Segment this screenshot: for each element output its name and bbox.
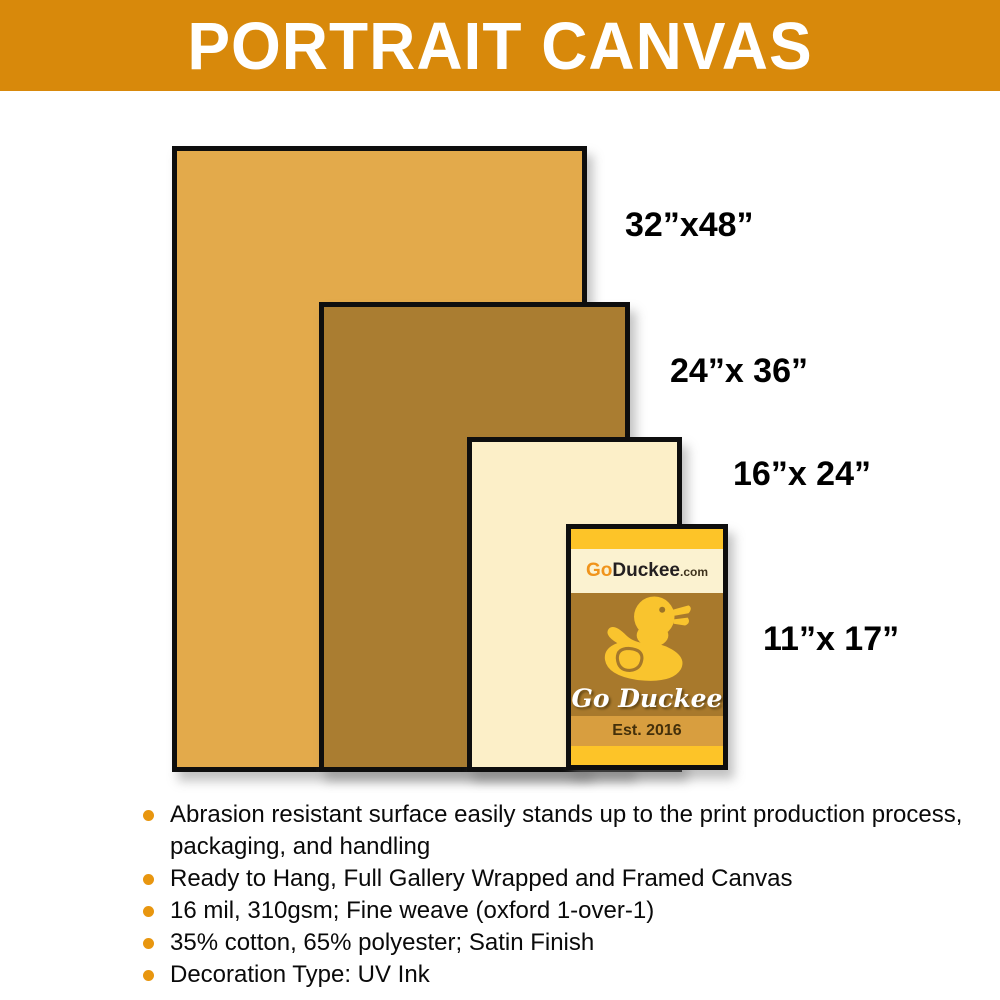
bullet-icon: [143, 970, 154, 981]
bullet-icon: [143, 874, 154, 885]
size-label-11x17: 11”x 17”: [763, 620, 900, 658]
card-logo-band: [571, 549, 723, 593]
feature-text: 35% cotton, 65% polyester; Satin Finish: [170, 929, 595, 956]
size-label-32x48: 32”x48”: [625, 206, 754, 244]
card-duck-band: [571, 593, 723, 716]
bullet-icon: [143, 810, 154, 821]
feature-text: Abrasion resistant surface easily stands up to the print production process, packaging, and handling: [170, 801, 963, 860]
feature-list: [143, 799, 1000, 991]
feature-text: Ready to Hang, Full Gallery Wrapped and Framed Canvas: [170, 865, 793, 892]
feature-text: 16 mil, 310gsm; Fine weave (oxford 1-over-1): [170, 897, 655, 924]
feature-item: [143, 863, 1000, 895]
page-title: PORTRAIT CANVAS: [187, 8, 813, 83]
card-established-band: [571, 716, 723, 746]
brand-logo-duckee: Duckee: [612, 560, 680, 581]
brand-logo: [586, 560, 708, 582]
size-label-16x24: 16”x 24”: [733, 455, 871, 493]
bullet-icon: [143, 938, 154, 949]
rubber-duck-icon: [595, 593, 703, 681]
brand-logo-go: Go: [585, 560, 613, 581]
feature-item: [143, 799, 1000, 863]
established-text: Est. 2016: [612, 722, 682, 739]
header-banner: [0, 0, 1000, 91]
card-bottom-yellow-band: [571, 746, 723, 765]
card-top-yellow-band: [571, 529, 723, 549]
brand-script-name: Go Duckee: [571, 684, 723, 713]
brand-logo-tld: .com: [679, 565, 708, 579]
canvas-rect-11x17-brand-card: [566, 524, 728, 770]
feature-text: Decoration Type: UV Ink: [170, 961, 430, 988]
feature-item: [143, 927, 1000, 959]
bullet-icon: [143, 906, 154, 917]
feature-item: [143, 895, 1000, 927]
feature-item: [143, 959, 1000, 991]
size-label-24x36: 24”x 36”: [670, 352, 808, 390]
